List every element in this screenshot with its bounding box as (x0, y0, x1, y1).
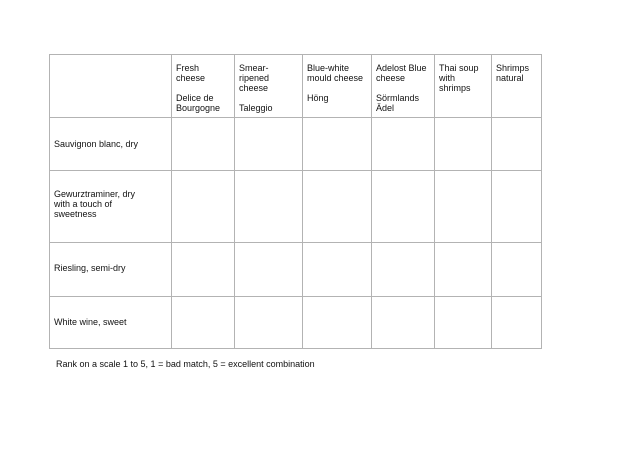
header-fresh-cheese (172, 55, 235, 118)
wine-label: White wine, sweet (54, 317, 127, 327)
rating-scale-note: Rank on a scale 1 to 5, 1 = bad match, 5 = excellent combination (56, 359, 315, 369)
row-label-cell (50, 118, 172, 171)
header-food-label: Smear-ripened cheese (239, 63, 270, 93)
rating-cell[interactable] (303, 171, 372, 243)
corner-cell (50, 55, 172, 118)
wine-label: Riesling, semi-dry (54, 263, 126, 273)
rating-cell[interactable] (172, 171, 235, 243)
header-row (50, 55, 542, 118)
header-shrimps-natural (492, 55, 542, 118)
rating-cell[interactable] (172, 297, 235, 349)
header-food-label: Blue-white mould cheese (307, 63, 364, 83)
rating-cell[interactable] (372, 243, 435, 297)
rating-cell[interactable] (235, 243, 303, 297)
header-food-label: Shrimps natural (496, 63, 530, 83)
rating-cell[interactable] (435, 297, 492, 349)
rating-cell[interactable] (435, 118, 492, 171)
wine-label: Gewurztraminer, dry with a touch of sweetness (54, 189, 136, 219)
row-label-cell (50, 243, 172, 297)
header-example-label: Taleggio (239, 103, 273, 113)
rating-cell[interactable] (435, 243, 492, 297)
rating-cell[interactable] (235, 171, 303, 243)
rating-cell[interactable] (492, 171, 542, 243)
rating-cell[interactable] (492, 297, 542, 349)
rating-cell[interactable] (492, 118, 542, 171)
header-blue-white-mould-cheese (303, 55, 372, 118)
rating-cell[interactable] (172, 118, 235, 171)
rating-cell[interactable] (303, 243, 372, 297)
header-example-label: Höng (307, 93, 329, 103)
rating-cell[interactable] (435, 171, 492, 243)
header-thai-soup (435, 55, 492, 118)
header-food-label: Fresh cheese (176, 63, 206, 83)
table-row (50, 171, 542, 243)
table-row (50, 243, 542, 297)
wine-label: Sauvignon blanc, dry (54, 139, 139, 149)
rating-cell[interactable] (372, 297, 435, 349)
header-example-label: Delice de Bourgogne (176, 93, 221, 113)
rating-cell[interactable] (303, 297, 372, 349)
pairing-table (49, 54, 542, 349)
rating-cell[interactable] (372, 118, 435, 171)
rating-cell[interactable] (303, 118, 372, 171)
header-adelost-blue-cheese (372, 55, 435, 118)
rating-cell[interactable] (372, 171, 435, 243)
header-food-label: Thai soup with shrimps (439, 63, 479, 93)
rating-cell[interactable] (235, 118, 303, 171)
row-label-cell (50, 171, 172, 243)
rating-cell[interactable] (172, 243, 235, 297)
table-row (50, 118, 542, 171)
rating-cell[interactable] (492, 243, 542, 297)
header-example-label: Sörmlands Ädel (376, 93, 420, 113)
table-row (50, 297, 542, 349)
header-smear-ripened-cheese (235, 55, 303, 118)
row-label-cell (50, 297, 172, 349)
header-food-label: Adelost Blue cheese (376, 63, 427, 83)
rating-cell[interactable] (235, 297, 303, 349)
